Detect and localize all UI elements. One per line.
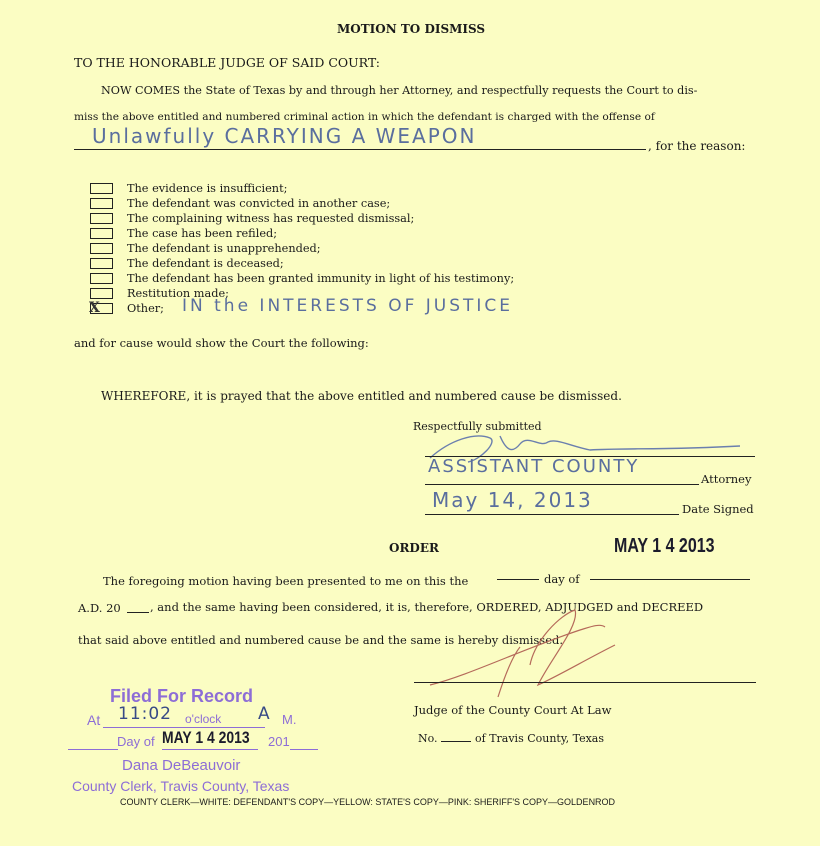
filed-stamp-year-prefix: 201	[268, 734, 290, 749]
date-signed-handwritten: May 14, 2013	[432, 488, 593, 512]
order-text-1b: day of	[544, 572, 580, 586]
intro-line-2: miss the above entitled and numbered criminal action in which the defendant is charged with the offense of	[74, 111, 655, 123]
order-date-stamp: MAY 1 4 2013	[614, 535, 715, 557]
intro-line-1: NOW COMES the State of Texas by and through her Attorney, and respectfully requests the Court to dis-	[101, 84, 698, 97]
reason-checkbox[interactable]	[90, 258, 113, 269]
filed-ampm-handwritten: A	[258, 704, 272, 724]
order-text-2a: A.D. 20	[78, 601, 121, 615]
reason-label: The case has been refiled;	[127, 227, 278, 240]
judge-signature-line	[414, 682, 756, 683]
page-margin-right	[820, 0, 829, 856]
filed-date-line	[162, 749, 258, 750]
reason-label: The complaining witness has requested dismissal;	[127, 212, 415, 225]
order-heading: ORDER	[389, 541, 439, 555]
reason-label: The defendant is unapprehended;	[127, 242, 321, 255]
reason-checkbox[interactable]	[90, 288, 113, 299]
order-text-2b: , and the same having been considered, it is, therefore, ORDERED, ADJUDGED and DECREED	[150, 600, 704, 614]
order-text-3: that said above entitled and numbered cause be and the same is hereby dismissed.	[78, 633, 564, 647]
wherefore-text: WHEREFORE, it is prayed that the above entitled and numbered cause be dismissed.	[101, 389, 622, 403]
reason-label: The evidence is insufficient;	[127, 182, 288, 195]
filed-time-handwritten: 11:02	[118, 704, 172, 724]
other-reason-handwritten: IN the INTERESTS OF JUSTICE	[182, 296, 514, 316]
document-title: MOTION TO DISMISS	[337, 22, 486, 36]
reason-label: The defendant is deceased;	[127, 257, 284, 270]
reason-checkbox[interactable]	[90, 228, 113, 239]
no-label: No.	[418, 732, 438, 745]
offense-handwritten: Unlawfully CARRYING A WEAPON	[92, 124, 477, 148]
filed-stamp-at: At	[87, 712, 101, 728]
filed-day-blank	[68, 749, 118, 750]
filed-stamp-heading: Filed For Record	[110, 686, 254, 706]
order-text-1a: The foregoing motion having been presented to me on this the	[103, 574, 469, 588]
filed-stamp-m: M.	[282, 712, 297, 727]
cause-line: and for cause would show the Court the following:	[74, 336, 369, 350]
day-blank	[497, 579, 539, 580]
judge-signature	[410, 605, 630, 700]
offense-underline	[74, 149, 646, 150]
filed-stamp-date: MAY 1 4 2013	[162, 728, 250, 747]
copy-distribution-footer: COUNTY CLERK—WHITE: DEFENDANT'S COPY—YELLOW: STATE'S COPY—PINK: SHERIFF'S COPY—GOLDENROD	[120, 797, 616, 807]
court-number-blank	[441, 741, 471, 742]
reason-label: Other;	[127, 302, 164, 315]
clerk-title: County Clerk, Travis County, Texas	[72, 778, 290, 794]
attorney-line	[425, 484, 699, 485]
attorney-label: Attorney	[701, 472, 752, 486]
date-signed-line	[425, 514, 679, 515]
reason-checkbox[interactable]	[90, 213, 113, 224]
year-blank	[127, 612, 149, 613]
for-the-reason-text: , for the reason:	[648, 139, 746, 153]
filed-year-blank	[290, 749, 318, 750]
respectfully-submitted-label: Respectfully submitted	[413, 420, 542, 433]
filed-stamp-day-of: Day of	[117, 734, 155, 749]
date-signed-label: Date Signed	[682, 502, 754, 516]
reason-label: Restitution made;	[127, 287, 229, 300]
attorney-title-handwritten: ASSISTANT COUNTY	[428, 456, 640, 477]
reason-checkbox[interactable]	[90, 198, 113, 209]
salutation: TO THE HONORABLE JUDGE OF SAID COURT:	[74, 55, 380, 70]
clerk-name: Dana DeBeauvoir	[122, 757, 241, 774]
other-checkmark: X	[89, 300, 100, 316]
reason-checkbox[interactable]	[90, 243, 113, 254]
month-blank	[590, 579, 750, 580]
reason-label: The defendant has been granted immunity in light of his testimony;	[127, 272, 515, 285]
travis-county-label: of Travis County, Texas	[475, 732, 604, 745]
reason-checkbox[interactable]	[90, 183, 113, 194]
reason-checkbox[interactable]	[90, 273, 113, 284]
judge-label: Judge of the County Court At Law	[414, 703, 612, 717]
page-margin-bottom	[0, 846, 829, 856]
reason-label: The defendant was convicted in another case;	[127, 197, 391, 210]
filed-stamp-oclock: o'clock	[185, 712, 222, 726]
